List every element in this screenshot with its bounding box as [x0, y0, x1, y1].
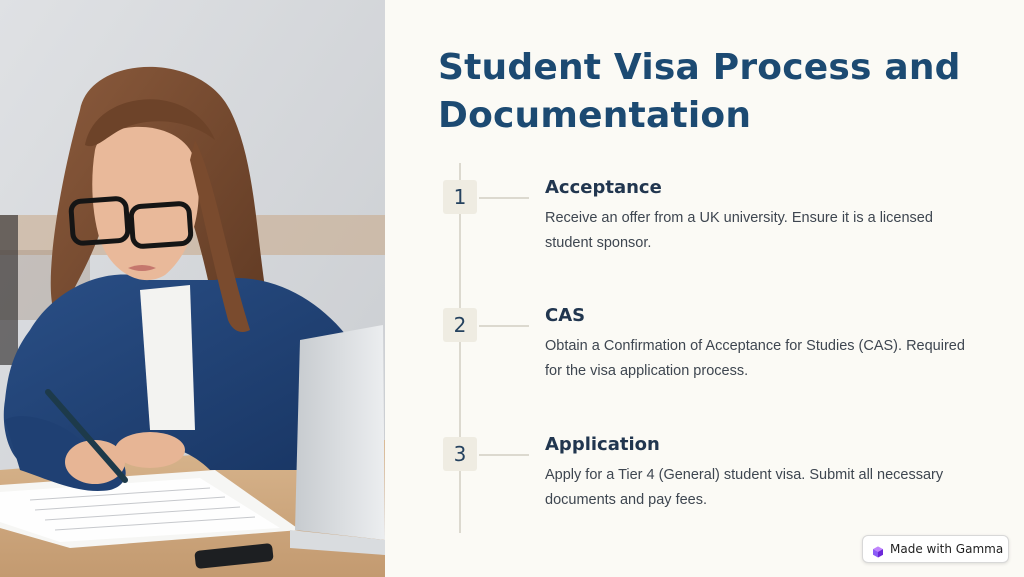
step-description: Receive an offer from a UK university. Ensure it is a licensed student sponsor.	[545, 210, 933, 251]
step-connector	[479, 197, 529, 199]
made-with-gamma-label: Made with Gamma	[890, 542, 1004, 556]
content-panel	[385, 0, 1024, 577]
step-description: Apply for a Tier 4 (General) student visa. Submit all necessary documents and pay fees.	[545, 467, 944, 508]
made-with-gamma-button[interactable]	[862, 535, 1009, 563]
step-heading: Acceptance	[545, 177, 662, 198]
step-number-badge: 2	[443, 308, 477, 342]
student-photo	[0, 0, 385, 577]
step-description: Obtain a Confirmation of Acceptance for Studies (CAS). Required for the visa application process.	[545, 338, 965, 379]
step-number-badge: 3	[443, 437, 477, 471]
step-heading: Application	[545, 434, 660, 455]
step-number-badge: 1	[443, 180, 477, 214]
slide-title: Student Visa Process and Documentation	[438, 47, 961, 136]
gamma-logo-icon	[872, 543, 884, 555]
step-connector	[479, 454, 529, 456]
step-heading: CAS	[545, 305, 586, 326]
timeline-line	[459, 163, 461, 533]
step-connector	[479, 325, 529, 327]
